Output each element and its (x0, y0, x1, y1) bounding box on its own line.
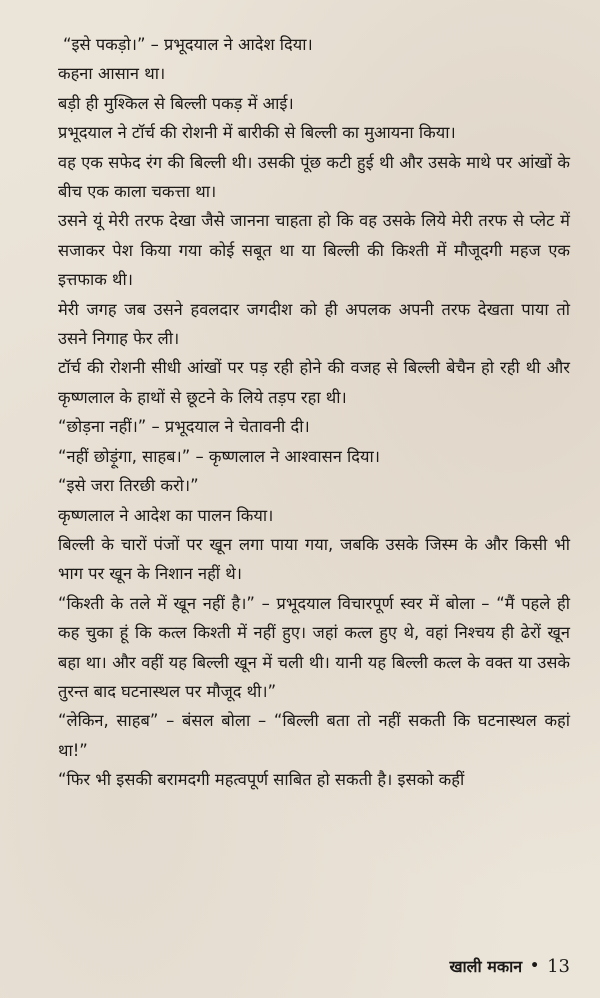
paragraph: “फिर भी इसकी बरामदगी महत्वपूर्ण साबित हो सकती है। इसको कहीं (58, 770, 465, 790)
paragraph: प्रभूदयाल ने टॉर्च की रोशनी में बारीकी से बिल्ली का मुआयना किया। (58, 123, 456, 143)
paragraph: “इसे पकड़ो।” – प्रभूदयाल ने आदेश दिया। (63, 35, 313, 54)
paragraph: “छोड़ना नहीं।” – प्रभूदयाल ने चेतावनी दी। (58, 417, 310, 437)
page-footer (449, 955, 570, 977)
paragraph: बड़ी ही मुश्किल से बिल्ली पकड़ में आई। (58, 93, 294, 113)
paragraph: “इसे जरा तिरछी करो।” (58, 476, 199, 496)
paragraph: बिल्ली के चारों पंजों पर खून लगा पाया गया, जबकि उसके जिस्म के और किसी भी भाग पर खून के निशान नहीं थे। (58, 534, 570, 584)
page-number: 13 (547, 955, 570, 977)
paragraph: उसने यूं मेरी तरफ देखा जैसे जानना चाहता हो कि वह उसके लिये मेरी तरफ से प्लेट में सजाकर पेश किया गया कोई सबूत था या बिल्ली की किश्ती में मौजूदगी महज एक इत्तफाक थी। (58, 211, 570, 290)
running-title: खाली मकान (449, 957, 523, 976)
paragraph: कृष्णलाल ने आदेश का पालन किया। (58, 505, 274, 525)
paragraph: मेरी जगह जब उसने हवलदार जगदीश को ही अपलक अपनी तरफ देखता पाया तो उसने निगाह फेर ली। (58, 299, 570, 349)
page-body (58, 30, 570, 795)
paragraph: “लेकिन, साहब” – बंसल बोला – “बिल्ली बता तो नहीं सकती कि घटनास्थल कहां था!” (58, 711, 570, 760)
paragraph: कहना आसान था। (58, 64, 166, 84)
paragraph: टॉर्च की रोशनी सीधी आंखों पर पड़ रही होने की वजह से बिल्ली बेचैन हो रही थी और कृष्णलाल के हाथों से छूटने के लिये तड़प रहा थी। (58, 358, 570, 407)
paragraph: “नहीं छोड़ूंगा, साहब।” – कृष्णलाल ने आश्वासन दिया। (58, 446, 380, 466)
paragraph: “किश्ती के तले में खून नहीं है।” – प्रभूदयाल विचारपूर्ण स्वर में बोला – “मैं पहले ही कह चुका हूं कि कत्ल किश्ती में नहीं हुए। जहां कत्ल हुए थे, वहां निश्चय ही ढेरों खून बहा था। और वहीं यह बिल्ली खून में चली थी। यानी यह बिल्ली कत्ल के वक्त या उसके तुरन्त बाद घटनास्थल पर मौजूद थी।” (58, 593, 570, 701)
paragraph: वह एक सफेद रंग की बिल्ली थी। उसकी पूंछ कटी हुई थी और उसके माथे पर आंखों के बीच एक काला चकत्ता था। (58, 152, 570, 202)
footer-bullet: • (530, 958, 540, 974)
